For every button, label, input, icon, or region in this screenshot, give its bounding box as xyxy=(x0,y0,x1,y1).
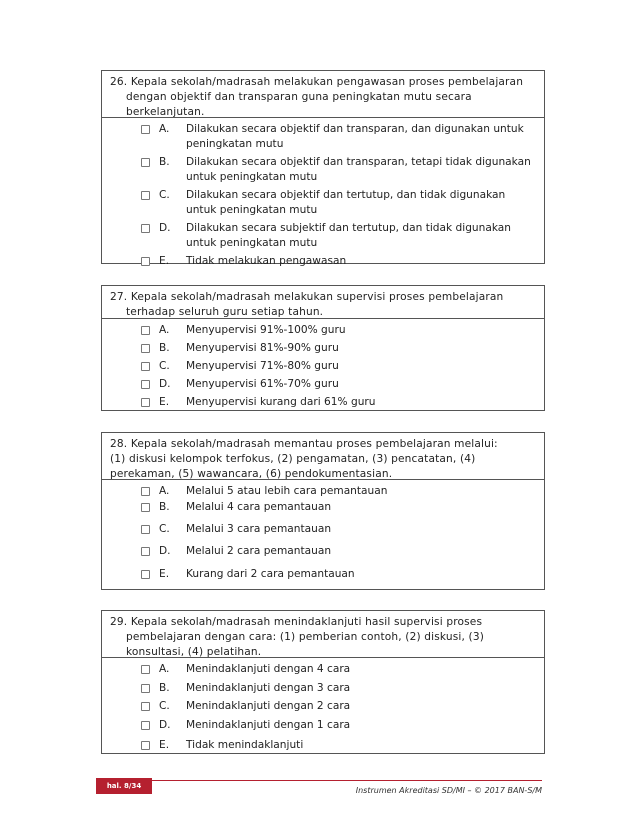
checkbox[interactable] xyxy=(141,570,150,579)
option-27c[interactable] xyxy=(102,359,544,377)
option-letter: B. xyxy=(159,156,170,168)
option-text: Menyupervisi 61%-70% guru xyxy=(186,378,339,390)
option-text: Menyupervisi kurang dari 61% guru xyxy=(186,396,376,408)
option-letter: A. xyxy=(159,485,170,497)
option-letter: D. xyxy=(159,545,171,557)
question-29-line-2: pembelajaran dengan cara: (1) pemberian contoh, (2) diskusi, (3) xyxy=(126,631,484,643)
footer-credit: Instrumen Akreditasi SD/MI – © 2017 BAN-S/M xyxy=(355,786,542,795)
option-text: Menindaklanjuti dengan 2 cara xyxy=(186,700,351,712)
checkbox[interactable] xyxy=(141,665,150,674)
checkbox[interactable] xyxy=(141,326,150,335)
option-28e[interactable] xyxy=(102,567,544,585)
question-26-line-3: berkelanjutan. xyxy=(126,106,205,118)
checkbox[interactable] xyxy=(141,257,150,266)
question-28-text xyxy=(102,433,544,480)
option-28d[interactable] xyxy=(102,544,544,562)
checkbox[interactable] xyxy=(141,158,150,167)
question-29-text xyxy=(102,611,544,658)
option-text: Menyupervisi 71%-80% guru xyxy=(186,360,339,372)
option-28c[interactable] xyxy=(102,522,544,540)
option-letter: D. xyxy=(159,378,171,390)
option-text: Dilakukan secara objektif dan tertutup, dan tidak digunakan untuk peningkatan mutu xyxy=(186,189,506,216)
option-29a[interactable] xyxy=(102,662,544,680)
question-27 xyxy=(101,285,545,411)
option-29b[interactable] xyxy=(102,681,544,699)
option-26d[interactable] xyxy=(102,221,544,251)
option-letter: A. xyxy=(159,123,170,135)
option-letter: D. xyxy=(159,222,171,234)
question-27-text xyxy=(102,286,544,319)
option-26a[interactable] xyxy=(102,122,544,152)
option-letter: C. xyxy=(159,523,170,535)
checkbox[interactable] xyxy=(141,503,150,512)
option-text: Dilakukan secara objektif dan transparan, dan digunakan untuk peningkatan mutu xyxy=(186,123,524,150)
question-26 xyxy=(101,70,545,267)
checkbox[interactable] xyxy=(141,721,150,730)
option-letter: A. xyxy=(159,324,170,336)
question-27-line-1: 27. Kepala sekolah/madrasah melakukan supervisi proses pembelajaran xyxy=(110,291,504,303)
checkbox[interactable] xyxy=(141,684,150,693)
option-letter: B. xyxy=(159,682,170,694)
option-text: Dilakukan secara subjektif dan tertutup, dan tidak digunakan untuk peningkatan mutu xyxy=(186,222,511,249)
option-letter: A. xyxy=(159,663,170,675)
question-26-text xyxy=(102,71,544,118)
option-letter: C. xyxy=(159,700,170,712)
checkbox[interactable] xyxy=(141,191,150,200)
option-text: Melalui 5 atau lebih cara pemantauan xyxy=(186,485,388,497)
option-text: Menindaklanjuti dengan 1 cara xyxy=(186,719,351,731)
checkbox[interactable] xyxy=(141,125,150,134)
option-letter: E. xyxy=(159,255,170,267)
option-28b[interactable] xyxy=(102,500,544,518)
option-letter: C. xyxy=(159,189,170,201)
option-29c[interactable] xyxy=(102,699,544,717)
question-26-line-1: 26. Kepala sekolah/madrasah melakukan pengawasan proses pembelajaran xyxy=(110,76,524,88)
option-letter: D. xyxy=(159,719,171,731)
option-letter: B. xyxy=(159,501,170,513)
option-27e[interactable] xyxy=(102,395,544,413)
option-text: Menyupervisi 91%-100% guru xyxy=(186,324,346,336)
option-29d[interactable] xyxy=(102,718,544,736)
option-text: Menindaklanjuti dengan 4 cara xyxy=(186,663,351,675)
checkbox[interactable] xyxy=(141,344,150,353)
question-28-line-3: perekaman, (5) wawancara, (6) pendokumentasian. xyxy=(110,468,393,480)
option-26b[interactable] xyxy=(102,155,544,185)
question-29 xyxy=(101,610,545,754)
option-27b[interactable] xyxy=(102,341,544,359)
question-28-line-2: (1) diskusi kelompok terfokus, (2) pengamatan, (3) pencatatan, (4) xyxy=(110,453,476,465)
option-text: Melalui 3 cara pemantauan xyxy=(186,523,332,535)
option-text: Melalui 4 cara pemantauan xyxy=(186,501,332,513)
checkbox[interactable] xyxy=(141,547,150,556)
checkbox[interactable] xyxy=(141,702,150,711)
option-26e[interactable] xyxy=(102,254,544,272)
option-text: Tidak melakukan pengawasan xyxy=(186,255,347,267)
checkbox[interactable] xyxy=(141,741,150,750)
question-28 xyxy=(101,432,545,590)
option-text: Tidak menindaklanjuti xyxy=(186,739,304,751)
question-26-line-2: dengan objektif dan transparan guna peningkatan mutu secara xyxy=(126,91,472,103)
option-text: Dilakukan secara objektif dan transparan, tetapi tidak digunakan untuk peningkatan mutu xyxy=(186,156,531,183)
question-28-line-1: 28. Kepala sekolah/madrasah memantau proses pembelajaran melalui: xyxy=(110,438,498,450)
option-letter: E. xyxy=(159,396,170,408)
option-text: Kurang dari 2 cara pemantauan xyxy=(186,568,355,580)
footer-divider xyxy=(152,780,542,781)
option-26c[interactable] xyxy=(102,188,544,218)
option-27a[interactable] xyxy=(102,323,544,341)
question-29-line-3: konsultasi, (4) pelatihan. xyxy=(126,646,262,658)
option-29e[interactable] xyxy=(102,738,544,756)
question-27-line-2: terhadap seluruh guru setiap tahun. xyxy=(126,306,324,318)
option-letter: E. xyxy=(159,739,170,751)
question-29-line-1: 29. Kepala sekolah/madrasah menindaklanjuti hasil supervisi proses xyxy=(110,616,483,628)
option-text: Melalui 2 cara pemantauan xyxy=(186,545,332,557)
checkbox[interactable] xyxy=(141,362,150,371)
checkbox[interactable] xyxy=(141,525,150,534)
option-letter: C. xyxy=(159,360,170,372)
option-text: Menindaklanjuti dengan 3 cara xyxy=(186,682,351,694)
option-letter: E. xyxy=(159,568,170,580)
checkbox[interactable] xyxy=(141,224,150,233)
checkbox[interactable] xyxy=(141,398,150,407)
option-27d[interactable] xyxy=(102,377,544,395)
option-text: Menyupervisi 81%-90% guru xyxy=(186,342,339,354)
page-number-badge: hal. 8/34 xyxy=(96,778,152,794)
checkbox[interactable] xyxy=(141,487,150,496)
option-letter: B. xyxy=(159,342,170,354)
checkbox[interactable] xyxy=(141,380,150,389)
